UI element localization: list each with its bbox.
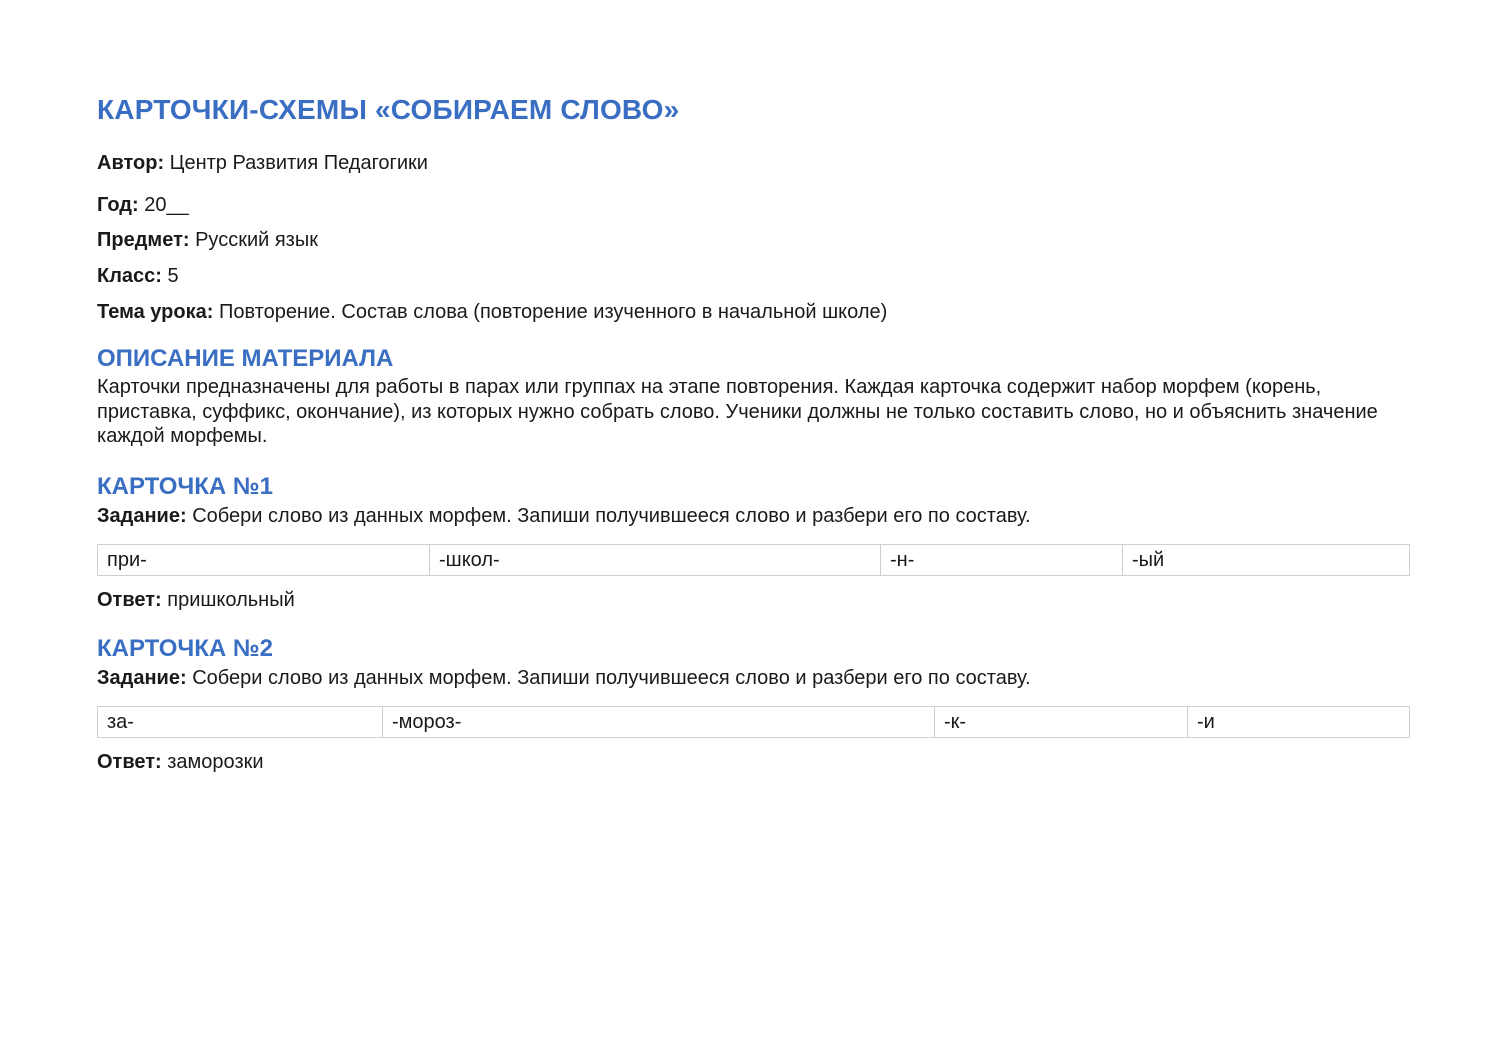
meta-class-value: 5 (161, 265, 179, 287)
card-2-morpheme-ending: -и (1188, 706, 1410, 737)
meta-year-value: 20__ (138, 194, 189, 216)
card-1-title: КАРТОЧКА №1 (97, 472, 274, 500)
meta-topic-value: Повторение. Состав слова (повторение изученного в начальной школе) (213, 301, 888, 323)
card-2-morpheme-prefix: за- (98, 706, 383, 737)
description-heading: ОПИСАНИЕ МАТЕРИАЛА (97, 345, 394, 372)
card-1-morpheme-prefix: при- (98, 544, 430, 575)
card-2-task-text: Собери слово из данных морфем. Запиши получившееся слово и разбери его по составу. (186, 666, 1031, 689)
card-1-answer-text: пришкольный (161, 588, 295, 611)
meta-year-label: Год: (97, 194, 139, 216)
card-1-answer-label: Ответ: (97, 588, 162, 611)
card-1-morpheme-root: -школ- (430, 544, 881, 575)
table-row (98, 544, 1410, 575)
card-2-answer-label: Ответ: (97, 750, 162, 773)
card-2-answer (97, 749, 1410, 775)
card-1-task (97, 503, 1410, 529)
card-2-morpheme-table (97, 706, 1410, 738)
description-text: Карточки предназначены для работы в парах или группах на этапе повторения. Каждая карточка содержит набор морфем (корень, приставка, суффикс, окончание), из которых нужно собрать слово. Ученики должны не только составить слово, но и объяснить значение каждой морфемы. (97, 376, 1378, 447)
meta-topic-label: Тема урока: (97, 301, 214, 323)
card-1-morpheme-table (97, 544, 1410, 576)
card-1-task-label: Задание: (97, 504, 187, 527)
meta-author (97, 150, 1410, 176)
card-1-morpheme-ending: -ый (1123, 544, 1410, 575)
card-1-task-text: Собери слово из данных морфем. Запиши получившееся слово и разбери его по составу. (186, 504, 1031, 527)
card-2-task-label: Задание: (97, 666, 187, 689)
meta-subject-label: Предмет: (97, 229, 190, 251)
meta-author-value: Центр Развития Педагогики (164, 152, 428, 174)
meta-subject-value: Русский язык (189, 229, 318, 251)
card-2-morpheme-root: -мороз- (383, 706, 935, 737)
meta-subject (97, 227, 1410, 253)
card-1-answer (97, 587, 1410, 613)
card-2-title: КАРТОЧКА №2 (97, 634, 274, 662)
card-2-morpheme-suffix: -к- (935, 706, 1188, 737)
meta-year (97, 192, 1410, 218)
meta-class (97, 263, 1410, 289)
card-2-answer-text: заморозки (161, 750, 264, 773)
table-row (98, 706, 1410, 737)
card-1-morpheme-suffix: -н- (881, 544, 1123, 575)
card-2-task (97, 665, 1410, 691)
meta-author-label: Автор: (97, 152, 165, 174)
meta-topic (97, 299, 1410, 325)
document-title: КАРТОЧКИ-СХЕМЫ «СОБИРАЕМ СЛОВО» (97, 94, 680, 125)
meta-class-label: Класс: (97, 265, 162, 287)
